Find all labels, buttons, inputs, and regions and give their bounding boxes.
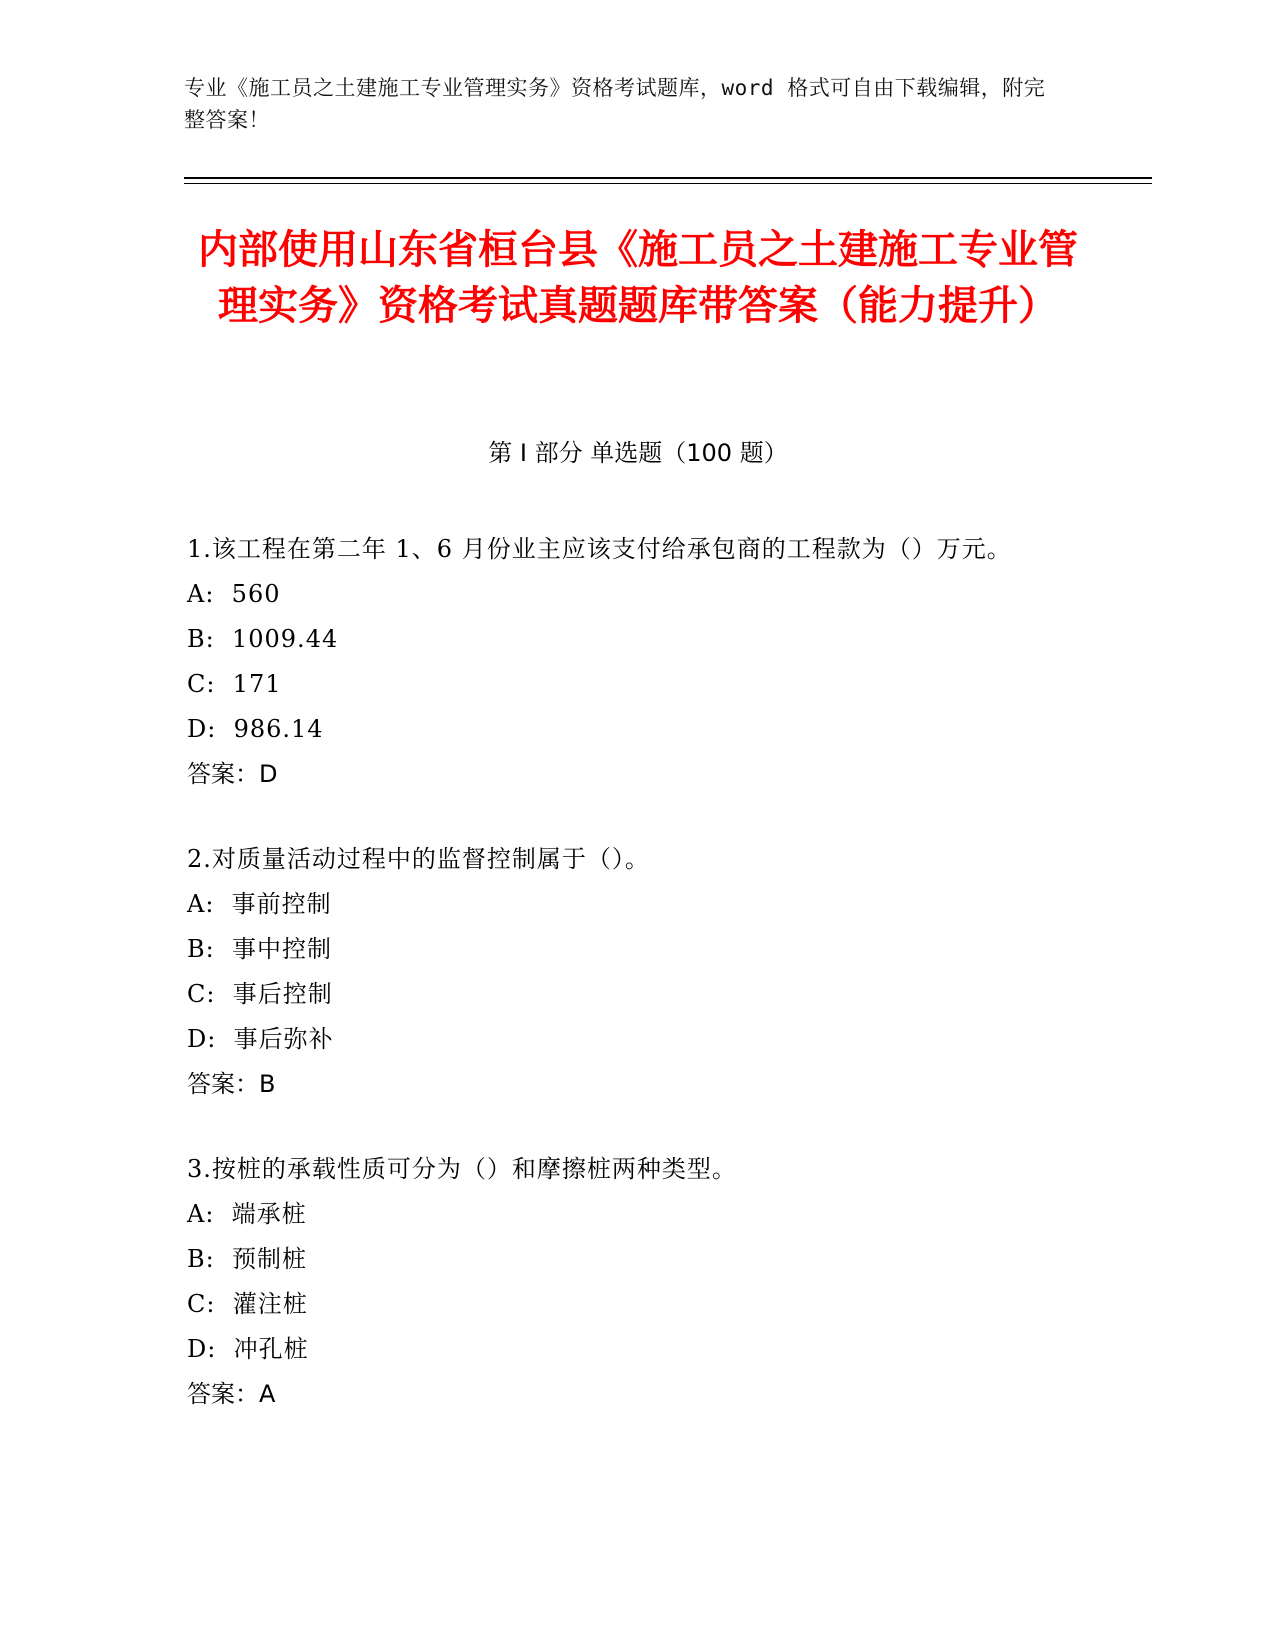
header-divider-thick: [184, 177, 1152, 179]
option-a: A: 端承桩: [187, 1200, 307, 1228]
option-a: A: 事前控制: [187, 890, 332, 918]
option-d: D: 986.14: [187, 715, 324, 743]
section-heading: 第 I 部分 单选题（100 题）: [488, 439, 788, 467]
option-b: B: 事中控制: [187, 935, 332, 963]
option-d: D: 事后弥补: [187, 1025, 334, 1053]
question-list: [187, 527, 1067, 1457]
option-b: B: 预制桩: [187, 1245, 307, 1273]
option-c: C: 171: [187, 670, 282, 698]
option-b: B: 1009.44: [187, 625, 339, 653]
question-item: [187, 527, 1067, 797]
option-d: D: 冲孔桩: [187, 1335, 309, 1363]
header-note: 专业《施工员之土建施工专业管理实务》资格考试题库，word 格式可自由下载编辑，附完整答案！: [184, 76, 1046, 132]
document-title: 内部使用山东省桓台县《施工员之土建施工专业管理实务》资格考试真题题库带答案（能力提升）: [198, 227, 1078, 329]
question-stem: 1.该工程在第二年 1、6 月份业主应该支付给承包商的工程款为（）万元。: [187, 535, 1012, 563]
option-a: A: 560: [187, 580, 281, 608]
question-stem: 3.按桩的承载性质可分为（）和摩擦桩两种类型。: [187, 1155, 737, 1183]
question-item: [187, 837, 1067, 1107]
answer-label: 答案：D: [187, 760, 278, 788]
answer-label: 答案：B: [187, 1070, 276, 1098]
option-c: C: 事后控制: [187, 980, 333, 1008]
header-divider-thin: [184, 183, 1152, 184]
question-stem: 2.对质量活动过程中的监督控制属于（）。: [187, 845, 650, 873]
question-item: [187, 1147, 1067, 1417]
answer-label: 答案：A: [187, 1380, 276, 1408]
option-c: C: 灌注桩: [187, 1290, 308, 1318]
